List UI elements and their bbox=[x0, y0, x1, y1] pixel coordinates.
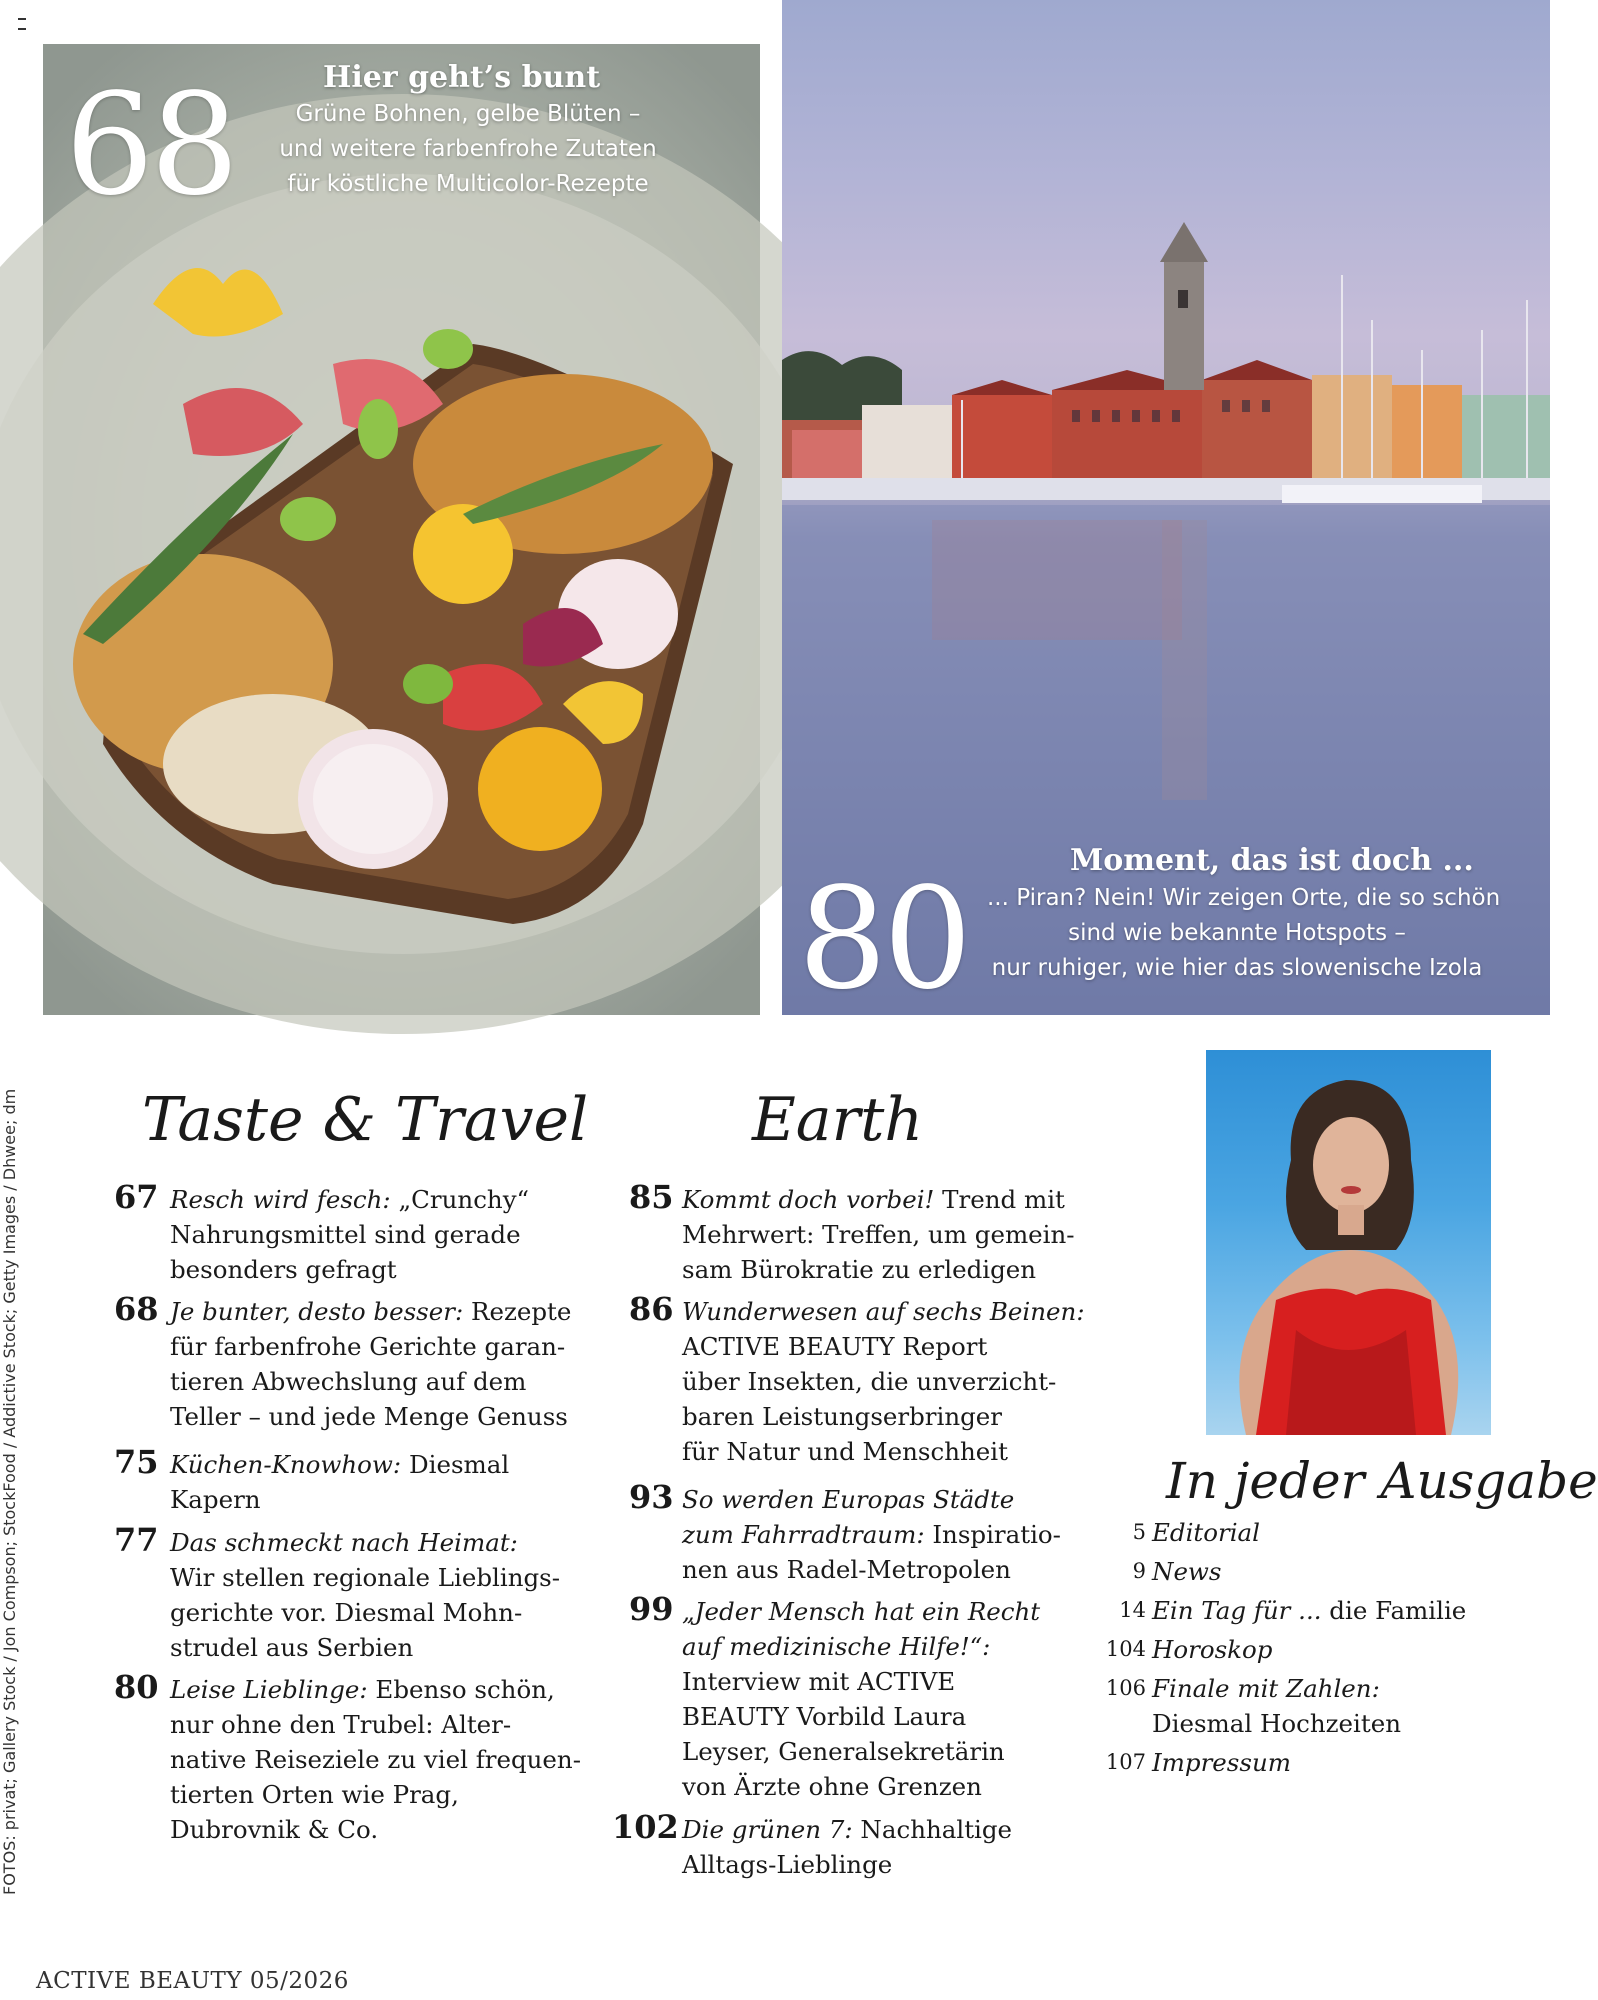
toc-page-number: 85 bbox=[629, 1178, 674, 1216]
section-title-earth: Earth bbox=[752, 1085, 924, 1155]
feature-food-teaser-line: und weitere farbenfrohe Zutaten bbox=[279, 136, 657, 162]
toc-text: „Crunchy“ bbox=[390, 1185, 530, 1214]
feature-food-teaser-line: Grüne Bohnen, gelbe Blüten – bbox=[295, 101, 641, 127]
toc-line: Alltags-Lieblinge bbox=[682, 1850, 893, 1879]
food-photo bbox=[43, 44, 760, 1015]
issue-page-number: 104 bbox=[1105, 1637, 1146, 1661]
toc-line: für Natur und Menschheit bbox=[682, 1437, 1008, 1466]
toc-line: Kapern bbox=[170, 1485, 261, 1514]
toc-page-number: 80 bbox=[114, 1668, 159, 1706]
photo-credit: FOTOS: privat; Gallery Stock / Jon Compson; StockFood / Addictive Stock; Getty Images / Dhwee; dm bbox=[0, 1088, 19, 1895]
feature-food-teaser bbox=[253, 97, 683, 202]
page-footer: ACTIVE BEAUTY 05/2026 bbox=[36, 1968, 349, 1994]
feature-travel-teaser bbox=[987, 881, 1501, 986]
feature-food-teaser-line: für köstliche Multicolor-Rezepte bbox=[287, 171, 649, 197]
toc-line: Teller – und jede Menge Genuss bbox=[170, 1402, 568, 1431]
issue-lead: News bbox=[1152, 1557, 1222, 1586]
toc-page-number: 75 bbox=[114, 1443, 159, 1481]
toc-lead: Wunderwesen auf sechs Beinen: bbox=[682, 1297, 1085, 1326]
feature-travel-teaser-line: ... Piran? Nein! Wir zeigen Orte, die so schön bbox=[987, 885, 1501, 911]
section-title-taste-travel: Taste & Travel bbox=[142, 1085, 589, 1155]
toc-page-number: 77 bbox=[114, 1521, 159, 1559]
issue-lead: Ein Tag für ... bbox=[1152, 1596, 1322, 1625]
toc-text: Trend mit bbox=[934, 1185, 1065, 1214]
toc-page-number: 99 bbox=[629, 1590, 674, 1628]
toc-line: Wir stellen regionale Lieblings- bbox=[170, 1563, 561, 1592]
toc-text: Ebenso schön, bbox=[367, 1675, 555, 1704]
portrait-illustration bbox=[1206, 1050, 1491, 1435]
issue-lead: Editorial bbox=[1152, 1518, 1260, 1547]
toc-page-number: 67 bbox=[114, 1178, 159, 1216]
issue-second-line: Diesmal Hochzeiten bbox=[1152, 1709, 1401, 1738]
toc-line: nur ohne den Trubel: Alter- bbox=[170, 1710, 512, 1739]
toc-line: tierten Orten wie Prag, bbox=[170, 1780, 459, 1809]
toc-lead: „Jeder Mensch hat ein Recht bbox=[682, 1597, 1041, 1626]
feature-travel-page-number: 80 bbox=[798, 858, 969, 1021]
toc-line: strudel aus Serbien bbox=[170, 1633, 414, 1662]
issue-page-number: 9 bbox=[1132, 1559, 1146, 1583]
toc-text: Rezepte bbox=[463, 1297, 572, 1326]
toc-text: Inspiratio- bbox=[924, 1520, 1061, 1549]
toc-lead: Das schmeckt nach Heimat: bbox=[170, 1528, 518, 1557]
corner-mark bbox=[18, 18, 26, 30]
toc-page-number: 68 bbox=[114, 1290, 159, 1328]
feature-travel-teaser-line: sind wie bekannte Hotspots – bbox=[1068, 920, 1406, 946]
toc-lead: Küchen-Knowhow: bbox=[170, 1450, 402, 1479]
toc-text: Diesmal bbox=[401, 1450, 510, 1479]
toc-line: BEAUTY Vorbild Laura bbox=[682, 1702, 967, 1731]
issue-lead: Finale mit Zahlen: bbox=[1152, 1674, 1380, 1703]
toc-line: native Reiseziele zu viel frequen- bbox=[170, 1745, 581, 1774]
toc-text: Nachhaltige bbox=[852, 1815, 1013, 1844]
issue-text: die Familie bbox=[1321, 1596, 1467, 1625]
issue-page-number: 106 bbox=[1105, 1676, 1146, 1700]
toc-line: Dubrovnik & Co. bbox=[170, 1815, 379, 1844]
toc-lead: Je bunter, desto besser: bbox=[170, 1297, 464, 1326]
feature-travel-headline: Moment, das ist doch ... bbox=[1070, 843, 1474, 878]
toc-line: Interview mit ACTIVE bbox=[682, 1667, 956, 1696]
issue-page-number: 107 bbox=[1105, 1750, 1146, 1774]
toc-line: über Insekten, die unverzicht- bbox=[682, 1367, 1057, 1396]
toc-line: gerichte vor. Diesmal Mohn- bbox=[170, 1598, 523, 1627]
toc-line: von Ärzte ohne Grenzen bbox=[682, 1772, 982, 1801]
toc-lead: Die grünen 7: bbox=[682, 1815, 853, 1844]
toc-lead: Resch wird fesch: bbox=[170, 1185, 391, 1214]
toc-line: ACTIVE BEAUTY Report bbox=[682, 1332, 988, 1361]
toc-line: Nahrungsmittel sind gerade bbox=[170, 1220, 521, 1249]
feature-food-page-number: 68 bbox=[65, 64, 236, 227]
portrait-photo bbox=[1206, 1050, 1491, 1435]
toc-line: sam Bürokratie zu erledigen bbox=[682, 1255, 1037, 1284]
toc-line: besonders gefragt bbox=[170, 1255, 397, 1284]
feature-travel-teaser-line: nur ruhiger, wie hier das slowenische Izola bbox=[991, 955, 1483, 981]
toc-line: für farbenfrohe Gerichte garan- bbox=[170, 1332, 566, 1361]
issue-lead: Impressum bbox=[1152, 1748, 1291, 1777]
toc-page-number: 93 bbox=[629, 1478, 674, 1516]
feature-food-headline: Hier geht’s bunt bbox=[323, 60, 601, 95]
toc-page-number: 102 bbox=[612, 1808, 679, 1846]
toc-page-number: 86 bbox=[629, 1290, 674, 1328]
toc-line: tieren Abwechslung auf dem bbox=[170, 1367, 527, 1396]
issue-page-number: 5 bbox=[1132, 1520, 1146, 1544]
issue-lead: Horoskop bbox=[1152, 1635, 1273, 1664]
toc-lead: Kommt doch vorbei! bbox=[682, 1185, 935, 1214]
toc-line: Leyser, Generalsekretärin bbox=[682, 1737, 1005, 1766]
issue-page-number: 14 bbox=[1119, 1598, 1146, 1622]
toc-lead: auf medizinische Hilfe!“: bbox=[682, 1632, 991, 1661]
toc-lead: zum Fahrradtraum: bbox=[682, 1520, 925, 1549]
travel-photo bbox=[782, 0, 1550, 1021]
toc-line: nen aus Radel-Metropolen bbox=[682, 1555, 1011, 1584]
toc-line: Mehrwert: Treffen, um gemein- bbox=[682, 1220, 1075, 1249]
toc-lead: So werden Europas Städte bbox=[682, 1485, 1015, 1514]
toc-lead: Leise Lieblinge: bbox=[170, 1675, 368, 1704]
toc-line: baren Leistungserbringer bbox=[682, 1402, 1003, 1431]
section-title-in-every-issue: In jeder Ausgabe bbox=[1166, 1452, 1598, 1510]
